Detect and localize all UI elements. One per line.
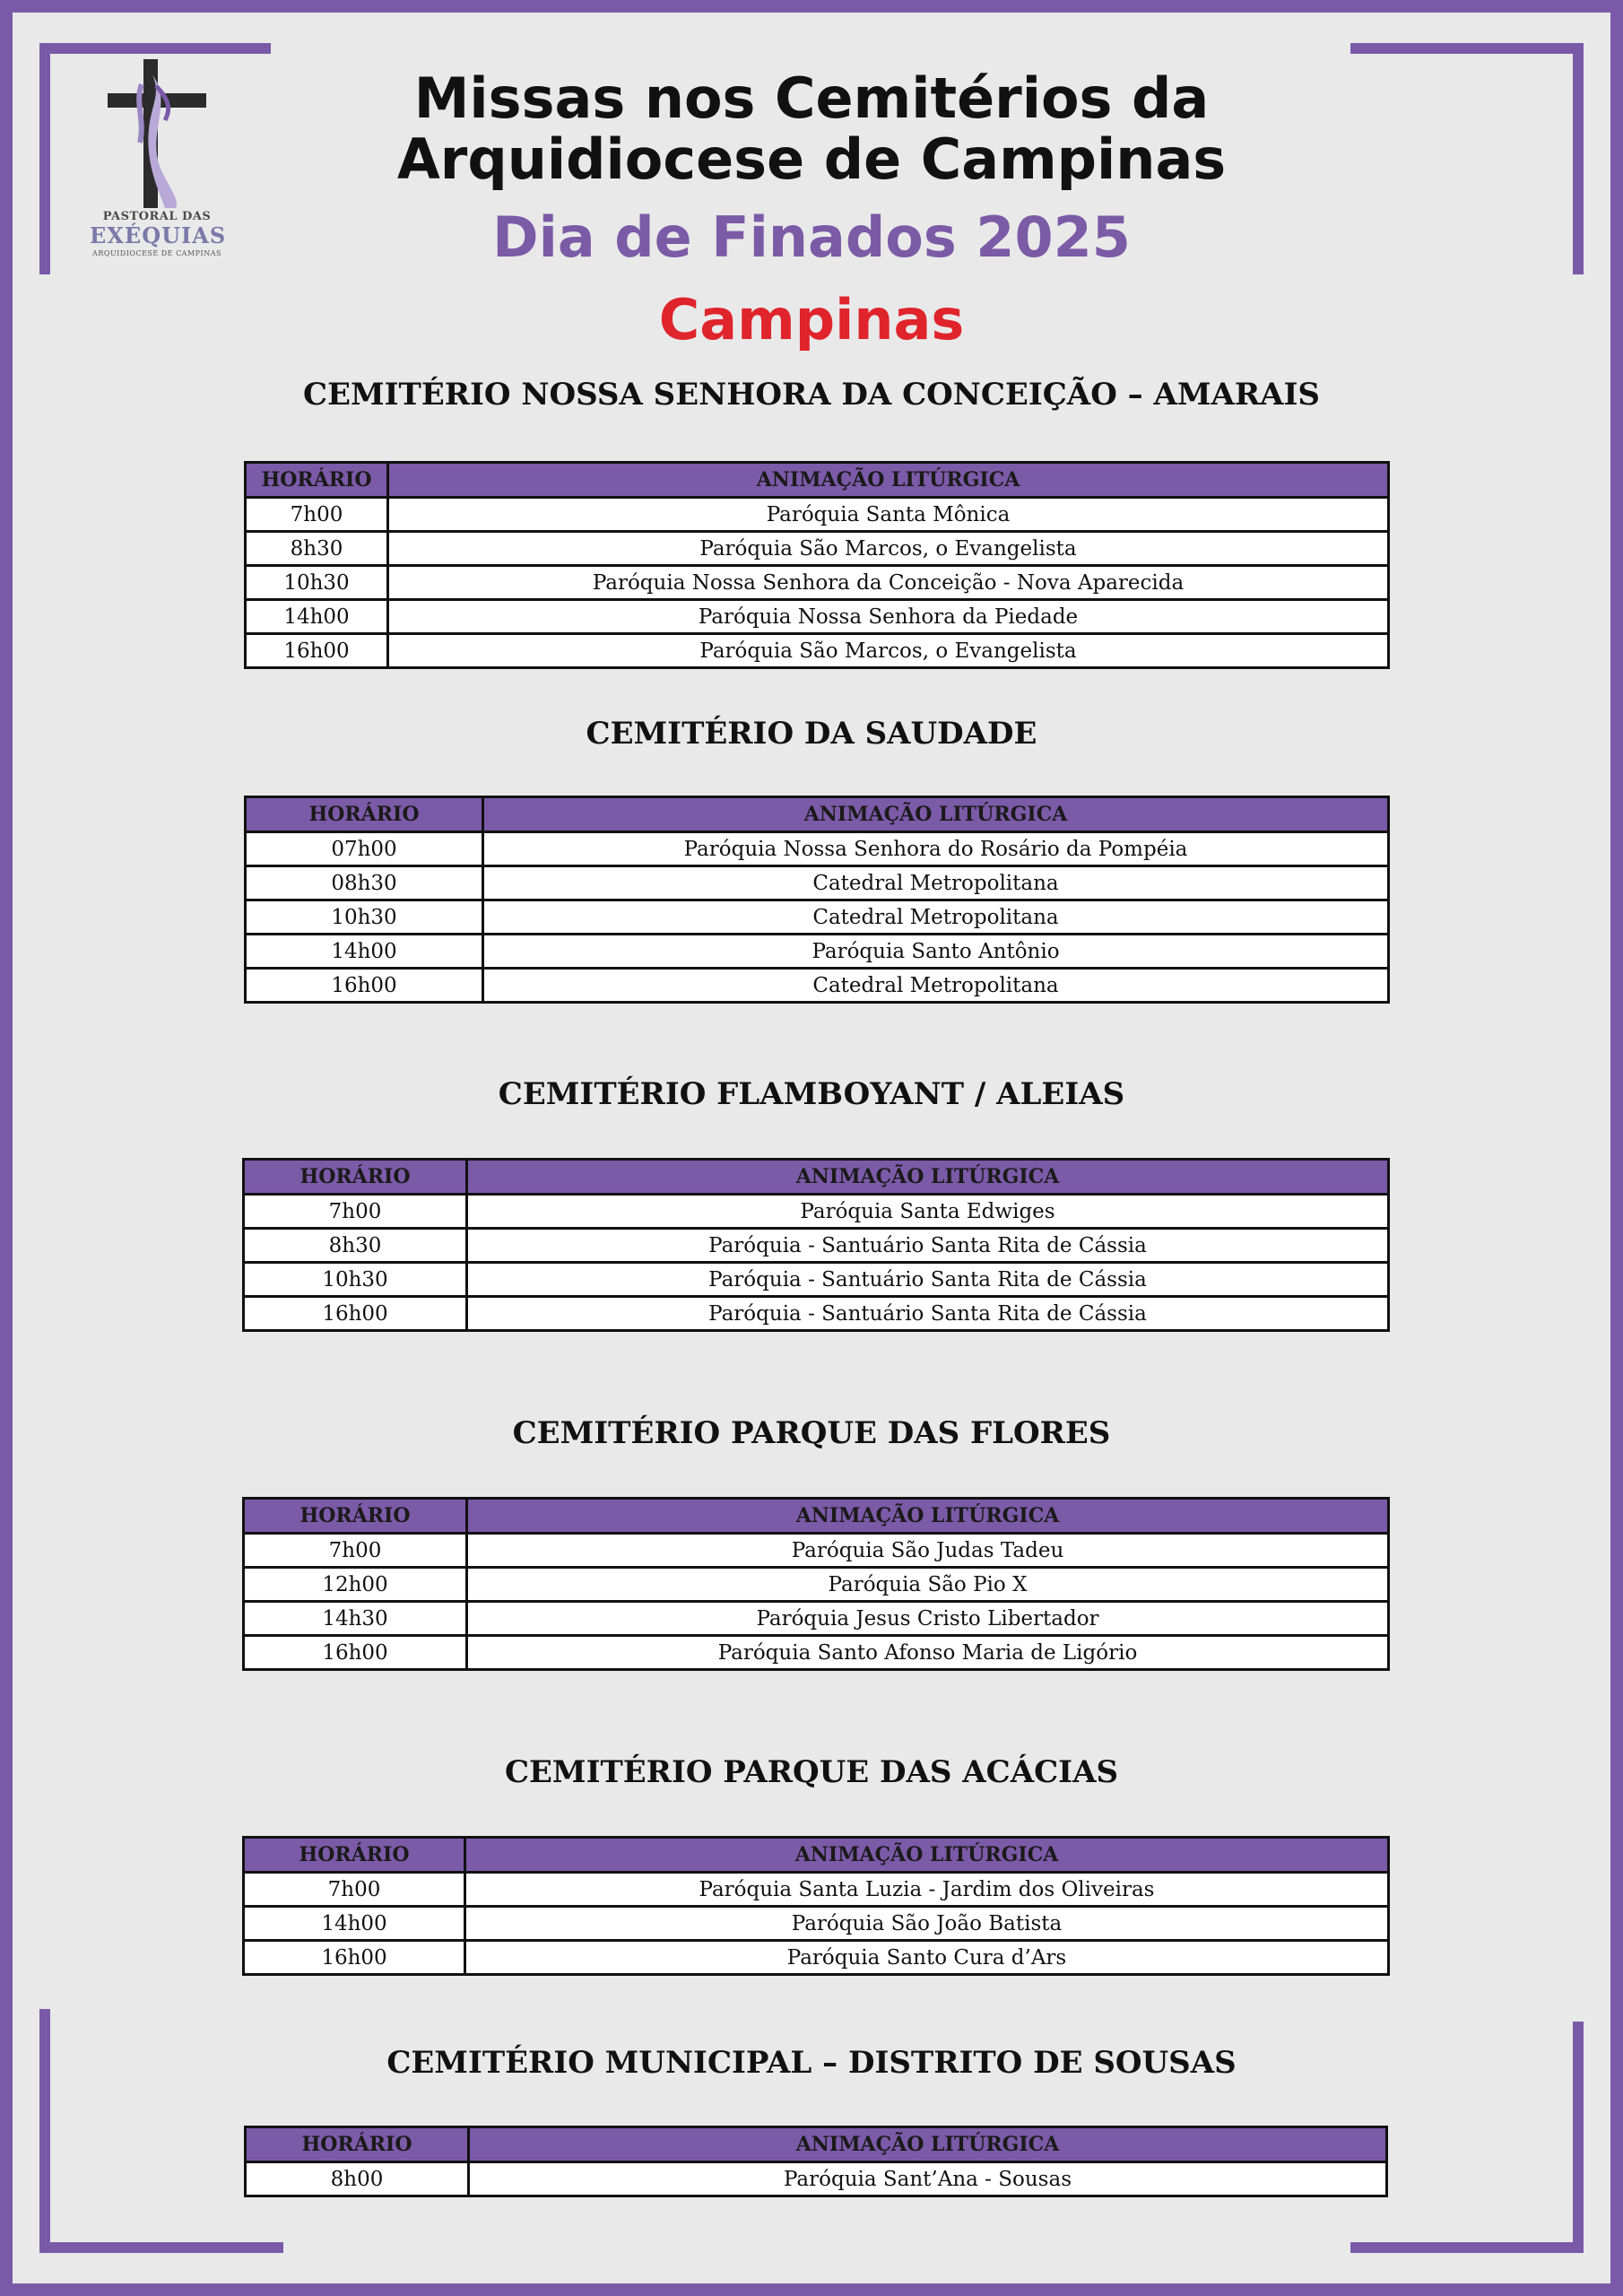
parish-cell: Paróquia Santo Antônio (483, 935, 1389, 969)
table-header-row (244, 1160, 1389, 1195)
schedule-table (244, 461, 1390, 669)
table-row (244, 1263, 1389, 1297)
header-time: HORÁRIO (246, 2127, 469, 2162)
parish-cell: Paróquia Jesus Cristo Libertador (467, 1602, 1389, 1636)
table-row (246, 935, 1389, 969)
table-row (246, 634, 1389, 668)
parish-cell: Paróquia - Santuário Santa Rita de Cássia (467, 1297, 1389, 1331)
section-title: CEMITÉRIO NOSSA SENHORA DA CONCEIÇÃO – AMARAIS (303, 377, 1320, 413)
table-header-row (244, 1838, 1389, 1873)
schedule-table (242, 1158, 1390, 1332)
table-row (244, 1195, 1389, 1229)
table-row (246, 969, 1389, 1003)
time-cell: 16h00 (246, 969, 483, 1003)
table-row (244, 1602, 1389, 1636)
city-title: Campinas (658, 287, 965, 352)
header-parish: ANIMAÇÃO LITÚRGICA (467, 1160, 1389, 1195)
table-row (244, 1229, 1389, 1263)
time-cell: 7h00 (244, 1195, 467, 1229)
table-row (246, 2162, 1387, 2196)
schedule-table (242, 1836, 1390, 1976)
corner-bracket-top-right (1350, 43, 1584, 54)
time-cell: 7h00 (244, 1534, 467, 1568)
time-cell: 8h30 (244, 1229, 467, 1263)
section-title: CEMITÉRIO PARQUE DAS FLORES (512, 1415, 1111, 1451)
logo-text-pastoral: PASTORAL DAS (102, 210, 212, 223)
corner-bracket-top-left (39, 43, 271, 54)
pastoral-logo (90, 57, 227, 269)
time-cell: 10h30 (244, 1263, 467, 1297)
parish-cell: Paróquia Santo Afonso Maria de Ligório (467, 1636, 1389, 1670)
time-cell: 10h30 (246, 566, 388, 600)
time-cell: 16h00 (244, 1297, 467, 1331)
parish-cell: Catedral Metropolitana (483, 969, 1389, 1003)
header-time: HORÁRIO (246, 797, 483, 832)
parish-cell: Catedral Metropolitana (483, 866, 1389, 900)
corner-bracket-bottom-left (39, 2242, 283, 2253)
corner-bracket-bottom-right (1350, 2242, 1584, 2253)
table-row (246, 498, 1389, 532)
time-cell: 07h00 (246, 832, 483, 866)
table-row (246, 600, 1389, 634)
time-cell: 12h00 (244, 1568, 467, 1602)
time-cell: 16h00 (244, 1941, 465, 1975)
table-row (246, 900, 1389, 935)
table-row (244, 1907, 1389, 1941)
cross-icon (90, 57, 224, 210)
table-row (244, 1873, 1389, 1907)
table-row (246, 866, 1389, 900)
time-cell: 16h00 (246, 634, 388, 668)
time-cell: 8h30 (246, 532, 388, 566)
section-title: CEMITÉRIO MUNICIPAL – DISTRITO DE SOUSAS (386, 2045, 1237, 2081)
corner-bracket-top-right-vertical (1573, 43, 1584, 274)
table-row (246, 566, 1389, 600)
header-parish: ANIMAÇÃO LITÚRGICA (467, 1499, 1389, 1534)
parish-cell: Paróquia São Marcos, o Evangelista (388, 532, 1389, 566)
table-row (246, 832, 1389, 866)
schedule-table (244, 2126, 1388, 2197)
page-subtitle: Dia de Finados 2025 (492, 204, 1131, 270)
time-cell: 14h00 (244, 1907, 465, 1941)
parish-cell: Paróquia São Marcos, o Evangelista (388, 634, 1389, 668)
time-cell: 14h00 (246, 935, 483, 969)
logo-text-exequias: EXÉQUIAS (90, 222, 227, 248)
parish-cell: Paróquia Sant’Ana - Sousas (469, 2162, 1387, 2196)
parish-cell: Paróquia Santa Edwiges (467, 1195, 1389, 1229)
parish-cell: Paróquia - Santuário Santa Rita de Cássia (467, 1229, 1389, 1263)
section-title: CEMITÉRIO FLAMBOYANT / ALEIAS (498, 1076, 1125, 1112)
table-row (244, 1297, 1389, 1331)
time-cell: 14h30 (244, 1602, 467, 1636)
header-time: HORÁRIO (244, 1160, 467, 1195)
header-time: HORÁRIO (246, 463, 388, 498)
time-cell: 10h30 (246, 900, 483, 935)
schedule-table (242, 1497, 1390, 1671)
parish-cell: Paróquia - Santuário Santa Rita de Cássia (467, 1263, 1389, 1297)
logo-text-arquidiocese: ARQUIDIOCESE DE CAMPINAS (92, 249, 221, 257)
header-parish: ANIMAÇÃO LITÚRGICA (388, 463, 1389, 498)
time-cell: 14h00 (246, 600, 388, 634)
table-header-row (246, 463, 1389, 498)
parish-cell: Paróquia Nossa Senhora da Conceição - Nova Aparecida (388, 566, 1389, 600)
header-time: HORÁRIO (244, 1499, 467, 1534)
section-title: CEMITÉRIO DA SAUDADE (586, 716, 1037, 752)
parish-cell: Paróquia Santa Mônica (388, 498, 1389, 532)
time-cell: 7h00 (246, 498, 388, 532)
parish-cell: Paróquia Nossa Senhora do Rosário da Pompéia (483, 832, 1389, 866)
parish-cell: Paróquia São Judas Tadeu (467, 1534, 1389, 1568)
header-parish: ANIMAÇÃO LITÚRGICA (465, 1838, 1389, 1873)
parish-cell: Paróquia São João Batista (465, 1907, 1389, 1941)
time-cell: 8h00 (246, 2162, 469, 2196)
schedule-table (244, 796, 1390, 1004)
header-time: HORÁRIO (244, 1838, 465, 1873)
page-title-line1: Missas nos Cemitérios da (413, 65, 1210, 131)
table-row (244, 1568, 1389, 1602)
corner-bracket-top-left-vertical (39, 43, 50, 274)
table-row (244, 1534, 1389, 1568)
header-parish: ANIMAÇÃO LITÚRGICA (483, 797, 1389, 832)
parish-cell: Paróquia Santa Luzia - Jardim dos Oliveiras (465, 1873, 1389, 1907)
table-header-row (244, 1499, 1389, 1534)
table-row (246, 532, 1389, 566)
table-row (244, 1941, 1389, 1975)
parish-cell: Paróquia Santo Cura d’Ars (465, 1941, 1389, 1975)
table-header-row (246, 2127, 1387, 2162)
time-cell: 16h00 (244, 1636, 467, 1670)
page-title-line2: Arquidiocese de Campinas (396, 126, 1227, 192)
table-row (244, 1636, 1389, 1670)
time-cell: 08h30 (246, 866, 483, 900)
parish-cell: Paróquia Nossa Senhora da Piedade (388, 600, 1389, 634)
parish-cell: Paróquia São Pio X (467, 1568, 1389, 1602)
table-header-row (246, 797, 1389, 832)
section-title: CEMITÉRIO PARQUE DAS ACÁCIAS (504, 1754, 1119, 1790)
header-parish: ANIMAÇÃO LITÚRGICA (469, 2127, 1387, 2162)
parish-cell: Catedral Metropolitana (483, 900, 1389, 935)
time-cell: 7h00 (244, 1873, 465, 1907)
